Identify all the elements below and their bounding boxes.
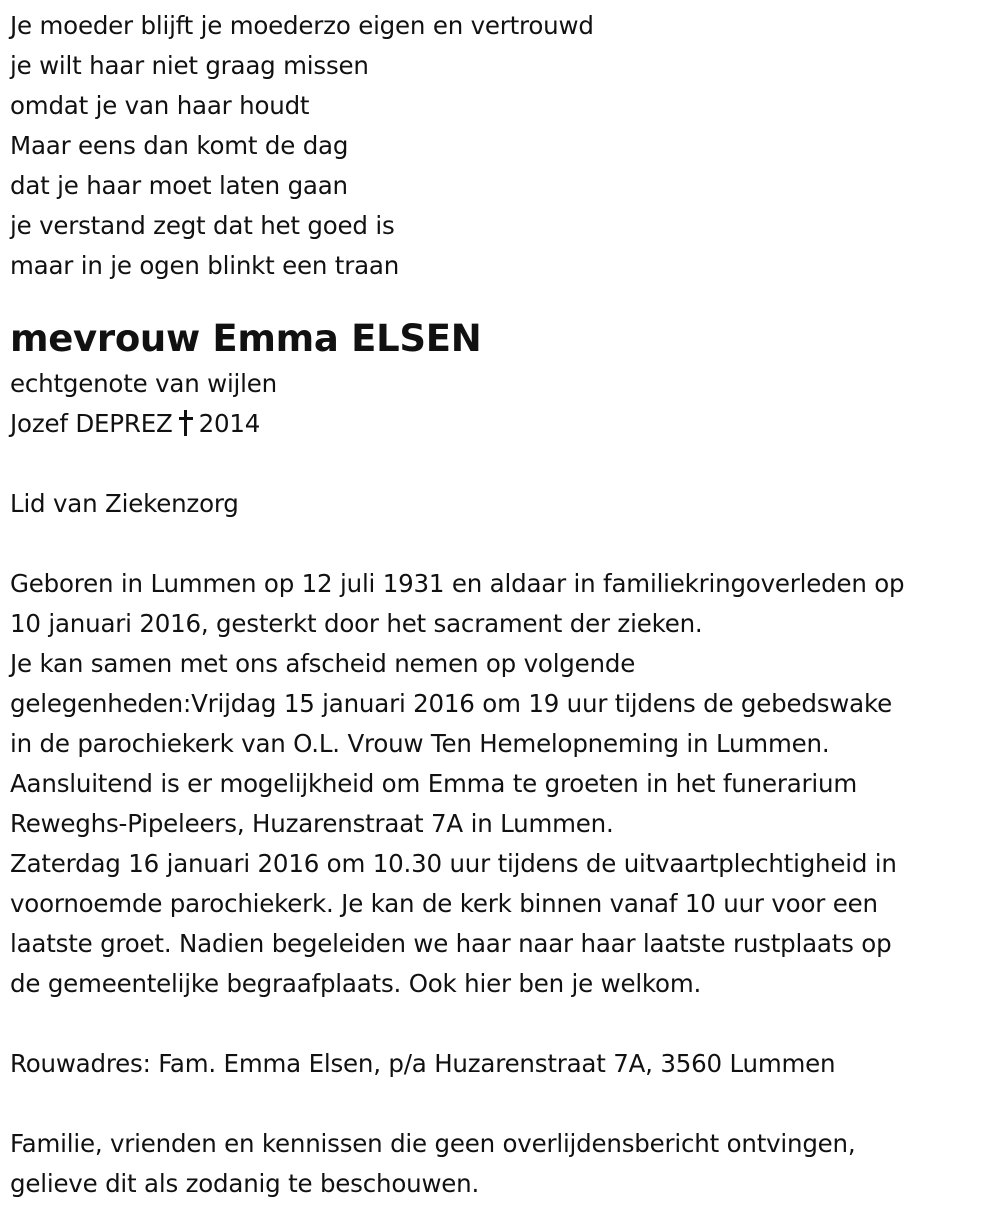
details-line: Je kan samen met ons afscheid nemen op volgende: [10, 649, 636, 678]
poem-line: omdat je van haar houdt: [10, 91, 310, 120]
details-line: 10 januari 2016, gesterkt door het sacrament der zieken.: [10, 609, 703, 638]
deceased-name: mevrouw Emma ELSEN: [10, 317, 482, 360]
poem-line: dat je haar moet laten gaan: [10, 171, 348, 200]
details-line: laatste groet. Nadien begeleiden we haar naar haar laatste rustplaats op: [10, 929, 892, 958]
poem: [10, 6, 995, 286]
spouse-line: [10, 404, 995, 444]
details-line: voornoemde parochiekerk. Je kan de kerk binnen vanaf 10 uur voor een: [10, 889, 878, 918]
details-line: Zaterdag 16 januari 2016 om 10.30 uur tijdens de uitvaartplechtigheid in: [10, 849, 897, 878]
closing-paragraph: [10, 1124, 995, 1204]
mourning-address: Rouwadres: Fam. Emma Elsen, p/a Huzarenstraat 7A, 3560 Lummen: [10, 1049, 836, 1078]
relation-text: echtgenote van wijlen: [10, 369, 277, 398]
details-line: Aansluitend is er mogelijkheid om Emma te groeten in het funerarium: [10, 769, 857, 798]
closing-line: gelieve dit als zodanig te beschouwen.: [10, 1169, 480, 1198]
membership-text: Lid van Ziekenzorg: [10, 489, 239, 518]
poem-line: maar in je ogen blinkt een traan: [10, 251, 400, 280]
closing-line: Familie, vrienden en kennissen die geen overlijdensbericht ontvingen,: [10, 1129, 856, 1158]
poem-line: Maar eens dan komt de dag: [10, 131, 349, 160]
details-line: Reweghs-Pipeleers, Huzarenstraat 7A in Lummen.: [10, 809, 614, 838]
details-line: in de parochiekerk van O.L. Vrouw Ten Hemelopneming in Lummen.: [10, 729, 830, 758]
spouse-name: Jozef DEPREZ: [10, 409, 173, 438]
details-paragraph: [10, 564, 995, 1004]
cross-icon: [179, 410, 193, 436]
poem-line: je wilt haar niet graag missen: [10, 51, 369, 80]
details-line: gelegenheden:Vrijdag 15 januari 2016 om 19 uur tijdens de gebedswake: [10, 689, 892, 718]
details-line: de gemeentelijke begraafplaats. Ook hier ben je welkom.: [10, 969, 702, 998]
poem-line: Je moeder blijft je moederzo eigen en vertrouwd: [10, 11, 594, 40]
spouse-year: 2014: [198, 409, 261, 438]
obituary-page: [10, 6, 995, 1204]
details-line: Geboren in Lummen op 12 juli 1931 en aldaar in familiekringoverleden op: [10, 569, 905, 598]
poem-line: je verstand zegt dat het goed is: [10, 211, 395, 240]
